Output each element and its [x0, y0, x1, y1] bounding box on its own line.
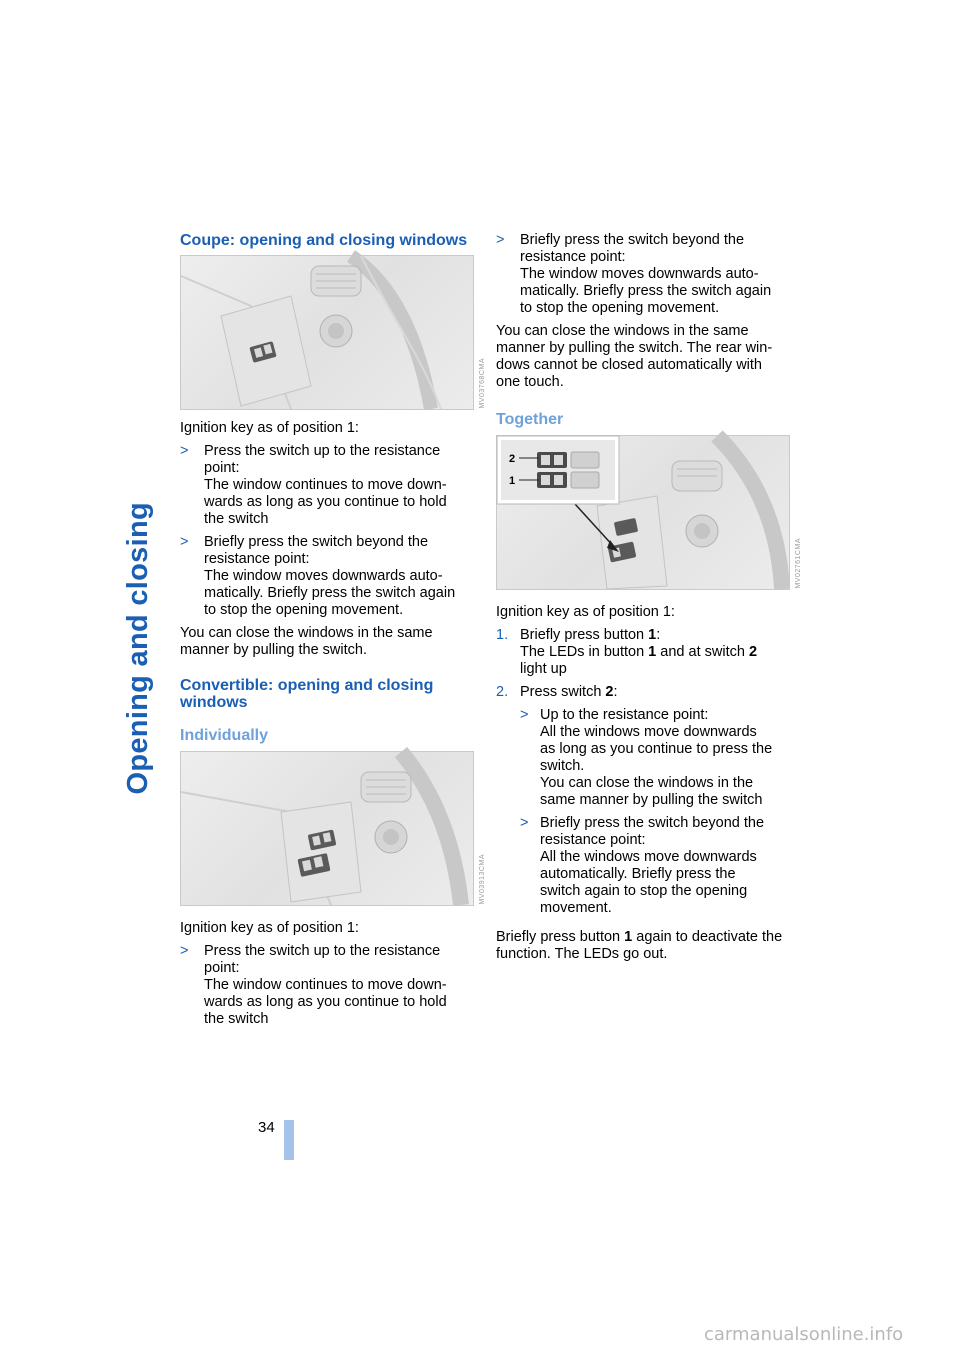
text-line: The window moves downwards auto- — [520, 266, 759, 282]
individually-dashboard-illustration — [181, 752, 473, 905]
text-line: to stop the opening movement. — [204, 602, 404, 618]
text-line: Press the switch up to the resistance — [204, 443, 441, 459]
text-line: matically. Briefly press the switch again — [204, 585, 456, 601]
together-deactivate-note — [496, 929, 788, 963]
text-line — [520, 644, 788, 661]
together-heading: Together — [496, 411, 564, 428]
step-number: 1. — [496, 627, 509, 643]
right-column — [496, 232, 802, 969]
text-line: Up to the resistance point: — [540, 707, 709, 723]
button-ref: 1 — [624, 929, 633, 945]
text-line: The window continues to move down- — [204, 977, 447, 993]
coupe-bullet-1 — [180, 443, 472, 528]
section-side-tab-label: Opening and closing — [121, 501, 154, 795]
text-run: and at switch — [656, 644, 749, 660]
text-line: The window moves downwards auto- — [204, 568, 443, 584]
text-run: : — [613, 684, 618, 700]
together-figure-code: MV02761CMA — [795, 538, 802, 589]
text-line: the switch — [204, 511, 269, 527]
switch-ref: 2 — [605, 684, 614, 700]
coupe-heading: Coupe: opening and closing windows — [180, 232, 468, 249]
convertible-heading: Convertible: opening and closing windows — [180, 677, 434, 711]
bullet-marker: > — [496, 232, 505, 248]
text-line: movement. — [540, 900, 612, 916]
button-ref: 1 — [648, 644, 657, 660]
individually-switch-figure — [180, 751, 486, 906]
text-line: matically. Briefly press the switch again — [520, 283, 772, 299]
left-column — [180, 232, 486, 1034]
text-line: as long as you continue to press the — [540, 741, 773, 757]
together-step-2 — [496, 684, 788, 923]
individually-bullet-1 — [180, 943, 472, 1028]
text-line: resistance point: — [520, 249, 626, 265]
text-line: wards as long as you continue to hold — [204, 494, 447, 510]
individually-bullet-2 — [496, 232, 788, 317]
text-line: resistance point: — [540, 832, 646, 848]
text-line — [520, 627, 788, 644]
text-line: automatically. Briefly press the — [540, 866, 736, 882]
coupe-bullet-2 — [180, 534, 472, 619]
text-line — [520, 684, 788, 701]
step-number: 2. — [496, 684, 509, 700]
text-line: point: — [204, 960, 240, 976]
section-side-tab — [118, 228, 158, 1068]
individually-figure-code: MV03913CMA — [479, 854, 486, 905]
button-ref: 1 — [648, 627, 657, 643]
bullet-marker: > — [520, 815, 529, 831]
bullet-marker: > — [520, 707, 529, 723]
coupe-figure-code: MV03768CMA — [479, 358, 486, 409]
together-intro: Ignition key as of position 1: — [496, 604, 675, 620]
together-step-1 — [496, 627, 788, 678]
page-marker-bar — [284, 1120, 294, 1160]
coupe-intro: Ignition key as of position 1: — [180, 420, 359, 436]
text-line: same manner by pulling the switch — [540, 792, 763, 808]
text-run: again to deactivate the function. The LEDs go out. — [496, 929, 783, 962]
text-line: Briefly press the switch beyond the — [520, 232, 745, 248]
text-line: You can close the windows in the — [540, 775, 754, 791]
text-line: light up — [520, 661, 567, 677]
individually-intro: Ignition key as of position 1: — [180, 920, 359, 936]
page-number: 34 — [258, 1119, 275, 1136]
text-line: All the windows move downwards — [540, 849, 757, 865]
figure-label-1: 1 — [509, 475, 516, 487]
individually-close-note: You can close the windows in the same manner by pulling the switch. The rear win-dows cannot be closed automatically with one touch. — [496, 323, 773, 390]
bullet-marker: > — [180, 443, 189, 459]
text-run: Briefly press button — [496, 929, 625, 945]
bullet-marker: > — [180, 943, 189, 959]
individually-heading: Individually — [180, 727, 269, 744]
bullet-marker: > — [180, 534, 189, 550]
text-line: All the windows move downwards — [540, 724, 757, 740]
together-sub-bullet-1 — [520, 707, 788, 809]
text-run: The LEDs in button — [520, 644, 649, 660]
text-run: : — [656, 627, 661, 643]
coupe-switch-figure — [180, 255, 486, 410]
text-line: to stop the opening movement. — [520, 300, 720, 316]
site-watermark: carmanualsonline.info — [704, 1324, 904, 1345]
text-line: The window continues to move down- — [204, 477, 447, 493]
text-line: resistance point: — [204, 551, 310, 567]
text-line: point: — [204, 460, 240, 476]
text-line: Briefly press the switch beyond the — [540, 815, 765, 831]
together-sub-bullet-2 — [520, 815, 788, 917]
text-line: switch. — [540, 758, 585, 774]
together-switch-figure — [496, 435, 802, 590]
together-dashboard-illustration — [497, 436, 789, 589]
text-line: Press the switch up to the resistance — [204, 943, 441, 959]
text-run: Briefly press button — [520, 627, 649, 643]
text-line: switch again to stop the opening — [540, 883, 748, 899]
coupe-dashboard-illustration — [181, 256, 473, 409]
figure-label-2: 2 — [509, 453, 516, 465]
text-line: the switch — [204, 1011, 269, 1027]
text-line: Briefly press the switch beyond the — [204, 534, 429, 550]
text-line: wards as long as you continue to hold — [204, 994, 447, 1010]
switch-ref: 2 — [748, 644, 758, 660]
coupe-close-note: You can close the windows in the same manner by pulling the switch. — [180, 625, 433, 658]
text-run: Press switch — [520, 684, 606, 700]
